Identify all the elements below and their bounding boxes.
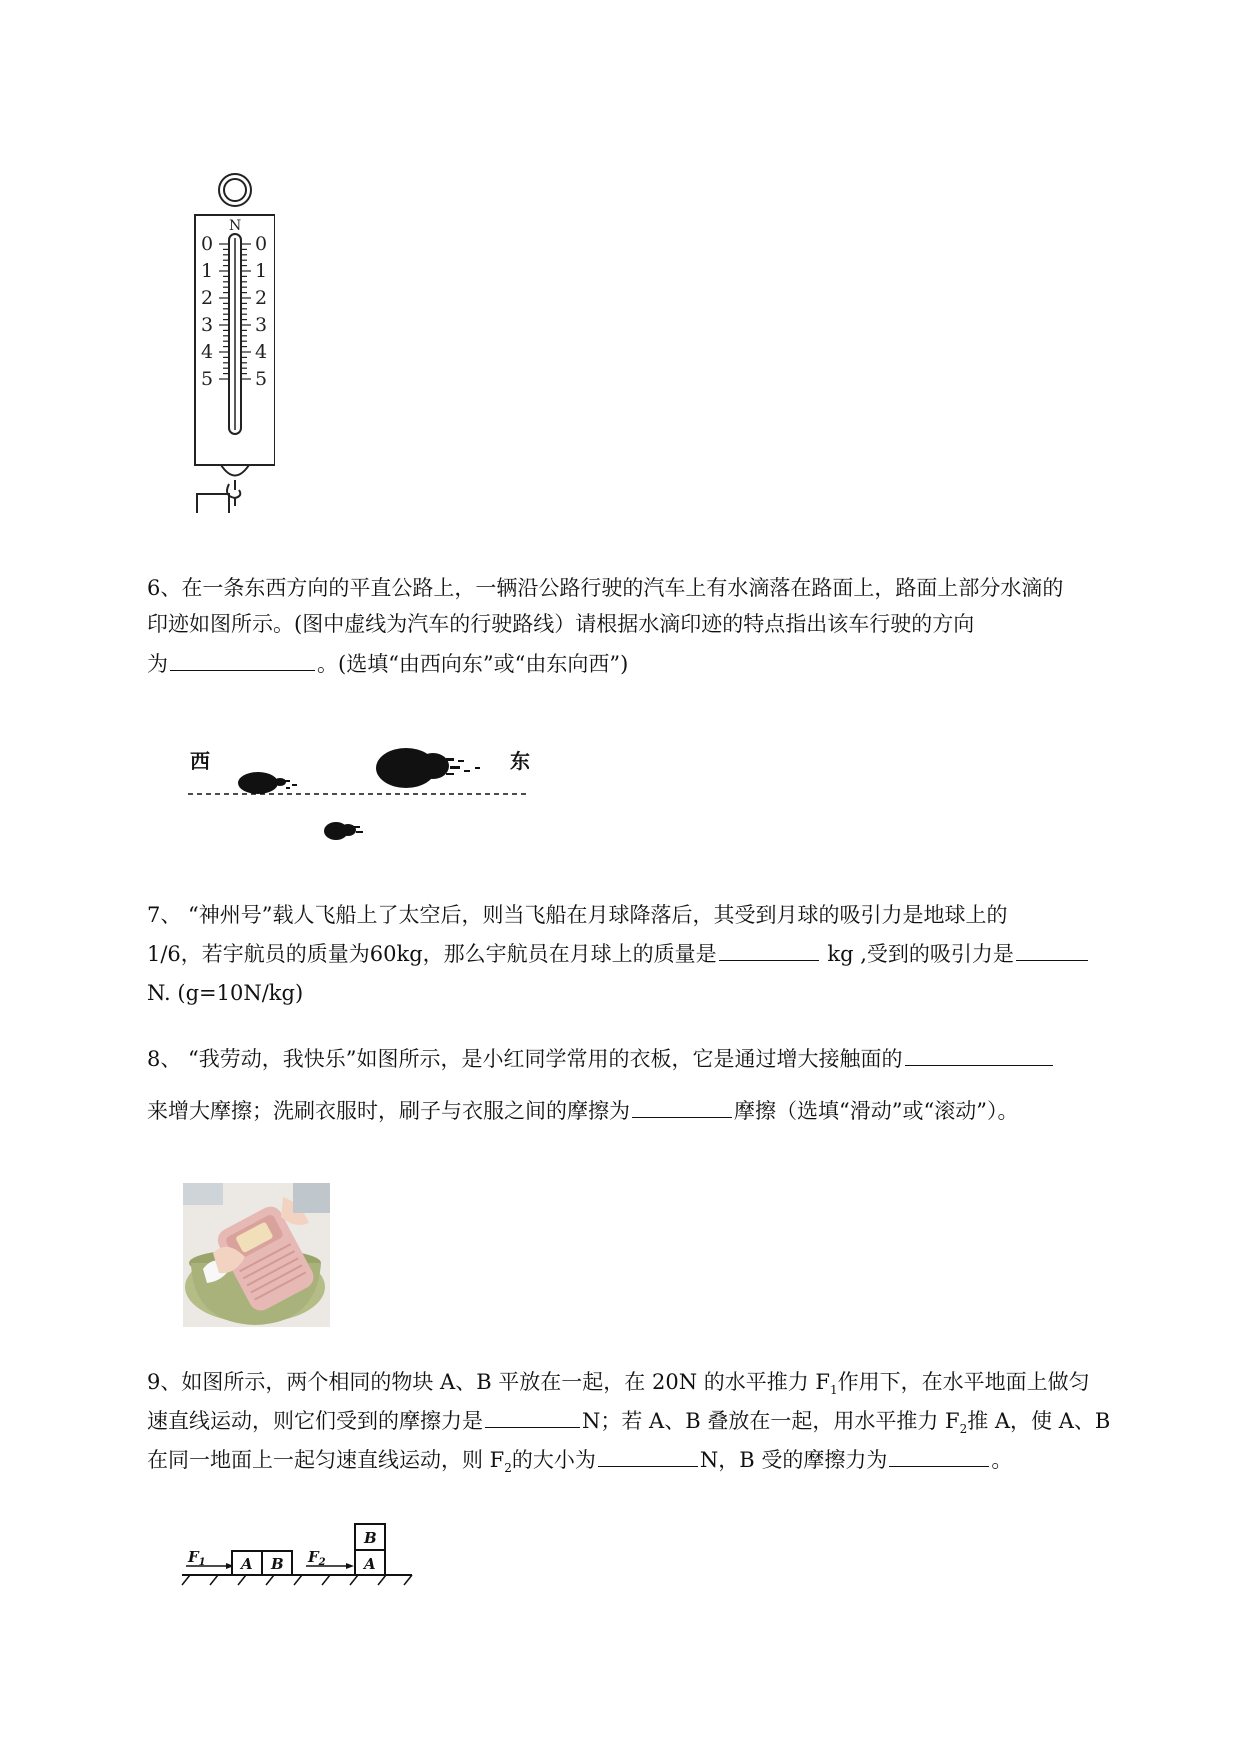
- q9-line2-sub: 2: [959, 1422, 968, 1437]
- scale-left-4: 4: [201, 341, 214, 363]
- q9-line3-mid: 的大小为: [511, 1448, 596, 1472]
- q6-line3-pre: 为: [147, 652, 168, 676]
- q7-line2: [147, 940, 1090, 968]
- q7-line2-mid: kg ,受到的吸引力是: [820, 942, 1014, 966]
- q9-line1-sub: 1: [830, 1383, 838, 1398]
- drop-3: [324, 822, 363, 840]
- block-b-1-label: B: [271, 1555, 284, 1573]
- q7-line2-pre: 1/6，若宇航员的质量为60kg，那么宇航员在月球上的质量是: [147, 942, 717, 966]
- q6-line3: [147, 650, 628, 678]
- scale-left-1: 1: [201, 260, 214, 282]
- ground-hatching: [182, 1575, 412, 1585]
- washboard-photo: [183, 1183, 330, 1327]
- west-label: 西: [190, 749, 210, 773]
- q9-line3-pre: 在同一地面上一起匀速直线运动，则 F: [147, 1448, 505, 1472]
- q9-friction-blank[interactable]: [485, 1407, 580, 1428]
- q8-line1-pre: 8、 “我劳动，我快乐”如图所示，是小红同学常用的衣板，它是通过增大接触面的: [147, 1047, 903, 1071]
- scale-left-labels: [201, 233, 213, 390]
- q8-surface-blank[interactable]: [905, 1045, 1053, 1066]
- scale-right-1: 1: [255, 260, 268, 282]
- water-drops-figure: [188, 740, 538, 860]
- q8-line2-pre: 来增大摩擦；洗刷衣服时，刷子与衣服之间的摩擦为: [147, 1099, 630, 1123]
- q9-line2-post: 推 A，使 A、B: [967, 1409, 1111, 1433]
- scale-right-0: 0: [255, 233, 268, 255]
- q8-line2: [147, 1097, 1018, 1125]
- q9-line2-mid: N；若 A、B 叠放在一起，用水平推力 F: [582, 1409, 960, 1433]
- q6-line1: 6、在一条东西方向的平直公路上，一辆沿公路行驶的汽车上有水滴落在路面上，路面上部分水滴的: [147, 576, 1064, 600]
- scale-left-0: 0: [201, 233, 214, 255]
- scale-left-3: 3: [201, 314, 214, 336]
- q9-line3-mid2: N，B 受的摩擦力为: [699, 1448, 888, 1472]
- q8-friction-blank[interactable]: [632, 1097, 732, 1118]
- q6-line2: 印迹如图所示。(图中虚线为汽车的行驶路线）请根据水滴印迹的特点指出该车行驶的方向: [147, 612, 975, 636]
- q9-line3-sub: 2: [504, 1461, 512, 1476]
- q9-line1-pre: 9、如图所示，两个相同的物块 A、B 平放在一起，在 20N 的水平推力 F: [147, 1370, 830, 1394]
- scale-right-2: 2: [255, 287, 268, 309]
- scale-left-5: 5: [201, 368, 214, 390]
- block-a-2-label: A: [364, 1555, 376, 1573]
- q7-mass-blank[interactable]: [719, 940, 819, 961]
- q6-line3-post: 。(选填“由西向东”或“由东向西”): [317, 652, 629, 676]
- q9-f2-blank[interactable]: [598, 1446, 698, 1467]
- scale-left-2: 2: [201, 287, 214, 309]
- q9-line1-post: 作用下，在水平地面上做匀: [837, 1370, 1090, 1394]
- blocks-figure: [180, 1508, 420, 1603]
- east-label: 东: [510, 749, 530, 773]
- q9-line2: [147, 1407, 1110, 1443]
- q9-line2-pre: 速直线运动，则它们受到的摩擦力是: [147, 1409, 483, 1433]
- q9-line3: [147, 1446, 1012, 1482]
- drop-1: [238, 772, 297, 794]
- scale-right-4: 4: [255, 341, 268, 363]
- q7-line1: 7、 “神州号”载人飞船上了太空后，则当飞船在月球降落后，其受到月球的吸引力是地球上的: [147, 903, 1008, 927]
- q9-b-friction-blank[interactable]: [889, 1446, 989, 1467]
- f2-label: $F_2$: [308, 1548, 326, 1568]
- q9-line3-post: 。: [991, 1448, 1013, 1472]
- q7-force-blank[interactable]: [1016, 940, 1088, 961]
- q9-line1: [147, 1368, 1090, 1404]
- block-a-1-label: A: [241, 1555, 253, 1573]
- q8-line2-post: 摩擦（选填“滑动”或“滚动”）。: [734, 1099, 1019, 1123]
- spring-scale-figure: [185, 168, 275, 513]
- drop-2: [376, 748, 480, 788]
- f1-label: $F_1$: [188, 1548, 206, 1568]
- q7-line3: N. (g=10N/kg): [147, 981, 304, 1005]
- scale-right-5: 5: [255, 368, 268, 390]
- q6-answer-blank[interactable]: [170, 650, 315, 671]
- block-b-2-label: B: [364, 1529, 377, 1547]
- scale-right-3: 3: [255, 314, 268, 336]
- q8-line1: [147, 1045, 1055, 1073]
- scale-unit-label: N: [229, 218, 242, 234]
- scale-right-labels: [255, 233, 267, 390]
